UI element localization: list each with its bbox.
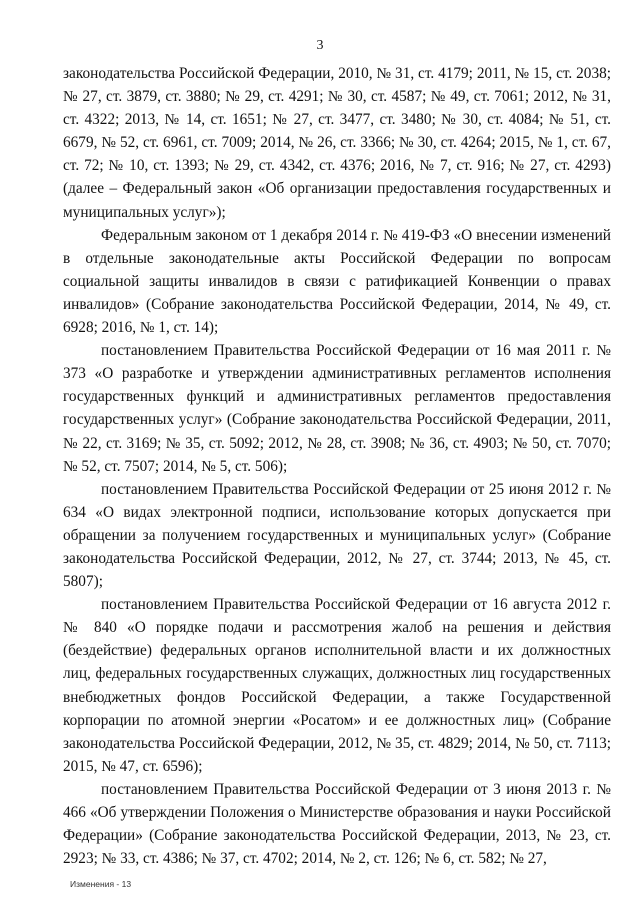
page-number: 3: [316, 38, 324, 53]
paragraph-resolution-840: постановлением Правительства Российской Федерации от 16 августа 2012 г. № 840 «О порядке подачи и рассмотрения жалоб на решения и действия (бездействие) федеральных органов исполнительной власти и их должностных лиц, федеральных государственных служащих, должностных лиц государственных внебюджетных фондов Российской Федерации, а также Государственной корпорации по атомной энергии «Росатом» и ее должностных лиц» (Собрание законодательства Российской Федерации, 2012, № 35, ст. 4829; 2014, № 50, ст. 7113; 2015, № 47, ст. 6596);: [63, 596, 611, 775]
paragraph-federal-law-419: Федеральным законом от 1 декабря 2014 г. № 419-ФЗ «О внесении изменений в отдельные законодательные акты Российской Федерации по вопросам социальной защиты инвалидов в связи с ратификацией Конвенции о правах инвалидов» (Собрание законодательства Российской Федерации, 2014, № 49, ст. 6928; 2016, № 1, ст. 14);: [63, 226, 611, 337]
document-body: [63, 62, 611, 870]
paragraph-resolution-634: постановлением Правительства Российской Федерации от 25 июня 2012 г. № 634 «О видах электронной подписи, использование которых допускается при обращении за получением государственных и муниципальных услуг» (Собрание законодательства Российской Федерации, 2012, № 27, ст. 3744; 2013, № 45, ст. 5807);: [63, 480, 611, 591]
paragraph-resolution-466: постановлением Правительства Российской Федерации от 3 июня 2013 г. № 466 «Об утверждении Положения о Министерстве образования и науки Российской Федерации» (Собрание законодательства Российской Федерации, 2013, № 23, ст. 2923; № 33, ст. 4386; № 37, ст. 4702; 2014, № 2, ст. 126; № 6, ст. 582; № 27,: [63, 780, 611, 868]
paragraph-continuation: законодательства Российской Федерации, 2010, № 31, ст. 4179; 2011, № 15, ст. 2038; № 27, ст. 3879, ст. 3880; № 29, ст. 4291; № 30, ст. 4587; № 49, ст. 7061; 2012, № 31, ст. 4322; 2013, № 14, ст. 1651; № 27, ст. 3477, ст. 3480; № 30, ст. 4084; № 51, ст. 6679, № 52, ст. 6961, ст. 7009; 2014, № 26, ст. 3366; № 30, ст. 4264; 2015, № 1, ст. 67, ст. 72; № 10, ст. 1393; № 29, ст. 4342, ст. 4376; 2016, № 7, ст. 916; № 27, ст. 4293) (далее – Федеральный закон «Об организации предоставления государственных и муниципальных услуг»);: [63, 65, 611, 221]
footer-note: Изменения - 13: [70, 879, 132, 889]
paragraph-resolution-373: постановлением Правительства Российской Федерации от 16 мая 2011 г. № 373 «О разработке и утверждении административных регламентов исполнения государственных функций и административных регламентов предоставления государственных услуг» (Собрание законодательства Российской Федерации, 2011, № 22, ст. 3169; № 35, ст. 5092; 2012, № 28, ст. 3908; № 36, ст. 4903; № 50, ст. 7070; № 52, ст. 7507; 2014, № 5, ст. 506);: [63, 342, 611, 475]
